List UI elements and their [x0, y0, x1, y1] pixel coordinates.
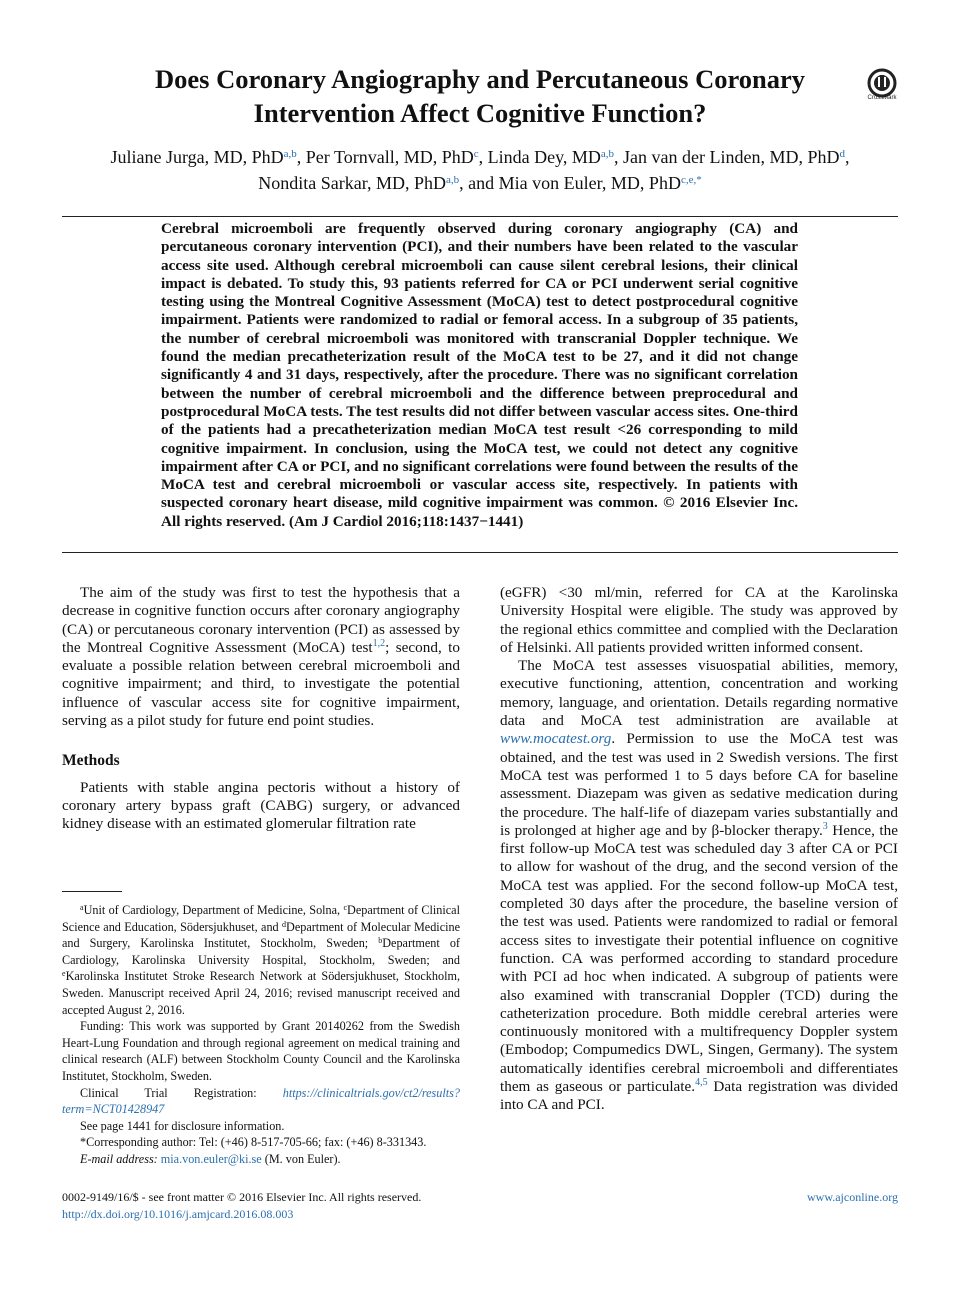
- author-affiliation[interactable]: a,b: [283, 148, 297, 160]
- corresponding-author: *Corresponding author: Tel: (+46) 8-517-705-66; fax: (+46) 8-331343.: [80, 1135, 427, 1150]
- affiliation-text: Karolinska Institutet Stroke Research Network at Södersjukhuset, Stockholm, Sweden. Manuscript received April 24, 2016; revised manuscript received and accepted August 2, 2016.: [62, 969, 460, 1017]
- email-label: E-mail address:: [80, 1151, 161, 1166]
- author-separator: ,: [845, 147, 850, 167]
- crossmark-label: CrossMark: [867, 95, 897, 101]
- right-column: [500, 584, 898, 1115]
- author-affiliation[interactable]: a,b: [600, 148, 615, 160]
- author-affiliation[interactable]: c: [473, 148, 479, 160]
- moca-text-cont: . Permission to use the MoCA test was obtained, and the test was used in 2 Swedish versions. The first MoCA test was performed 1 to 5 days before CA for baseline assessment. Diazepam was given as sedative medication during the procedure. The half-life of diazepam varies substantially and is prolonged at higher age and by β-blocker therapy.: [500, 730, 898, 839]
- email-name: (M. von Euler).: [261, 1151, 341, 1166]
- abstract-top-rule: [62, 216, 898, 217]
- moca-text: The MoCA test assesses visuospatial abilities, memory, executive functioning, attention, concentration and working memory, language, and orientation. Details regarding normative data and MoCA test administration are available at: [500, 657, 898, 730]
- intro-text: The aim of the study was first to test the hypothesis that a decrease in cognitive function occurs after coronary angiography (CA) or percutaneous coronary intervention (PCI) as assessed by the Montreal Cognitive Assessment (MoCA) test: [62, 584, 460, 656]
- left-column: [62, 584, 460, 834]
- author-separator: , and: [459, 173, 499, 193]
- email-link[interactable]: mia.von.euler@ki.se: [160, 1151, 262, 1166]
- methods-heading: Methods: [62, 752, 120, 770]
- mocatest-link[interactable]: www.mocatest.org: [500, 730, 612, 748]
- author: Jan van der Linden, MD, PhD: [623, 147, 840, 167]
- moca-text-end: Data registration was divided into CA and PCI.: [500, 1078, 898, 1114]
- moca-paragraph: [500, 657, 898, 1114]
- affiliation-text: Department of Clinical Science and Education, Södersjukhuset, and: [62, 903, 460, 934]
- author-separator: ,: [614, 147, 624, 167]
- author-separator: ,: [296, 147, 306, 167]
- affiliation-marker: c: [343, 903, 348, 912]
- affiliation-marker: d: [282, 919, 287, 929]
- funding-note: Funding: This work was supported by Grant 20140262 from the Swedish Heart-Lung Foundation and through regional agreement on medical training and clinical research (ALF) between Stockholm County Council and the Karolinska Institutet, Stockholm, Sweden.: [62, 1019, 460, 1083]
- issn-line: 0002-9149/16/$ - see front matter © 2016 Elsevier Inc. All rights reserved.: [62, 1190, 422, 1204]
- affiliation-text: Department of Cardiology, Karolinska University Hospital, Stockholm, Sweden; and: [62, 936, 460, 967]
- eligibility-paragraph: (eGFR) <30 ml/min, referred for CA at the Karolinska University Hospital were eligible. The study was approved by the regional ethics committee and complied with the Declaration of Helsinki. All patients provided written informed consent.: [500, 584, 898, 656]
- footnote-rule: [62, 891, 122, 892]
- trial-label: Clinical Trial Registration:: [80, 1085, 283, 1100]
- methods-paragraph: Patients with stable angina pectoris without a history of coronary artery bypass graft (CABG) surgery, or advanced kidney disease with an estimated glomerular filtration rate: [62, 778, 460, 833]
- affiliation-text: Unit of Cardiology, Department of Medicine, Solna,: [83, 903, 344, 917]
- author: Linda Dey, MD: [487, 147, 601, 167]
- author-affiliation[interactable]: a,b: [446, 174, 460, 186]
- abstract: Cerebral microemboli are frequently observed during coronary angiography (CA) and percutaneous coronary intervention (PCI), and their numbers have been related to the vascular access site used. Although cerebral microemboli can cause silent cerebral lesions, their clinical impact is debated. To study this, 93 patients referred for CA or PCI underwent serial cognitive testing using the Montreal Cognitive Assessment (MoCA) test to detect postprocedural cognitive impairment. Patients were randomized to radial or femoral access. In a subgroup of 35 patients, the number of cerebral microemboli was monitored with transcranial Doppler technique. We found the median precatheterization result of the MoCA test to be 27, and it did not change significantly 4 and 31 days, respectively, after the procedure. There was no significant correlation between the number of cerebral microemboli and the difference between preprocedural and postprocedural MoCA tests. The test results did not differ between vascular access sites. One-third of the patients had a precatheterization median MoCA test result <26 corresponding to mild cognitive impairment. In conclusion, using the MoCA test, we could not detect any cognitive impairment after CA or PCI, and no significant correlations were found between the results of the MoCA test and cerebral microemboli or vascular access site, respectively. In patients with suspected coronary heart disease, mild cognitive impairment was common. © 2016 Elsevier Inc. All rights reserved. (Am J Cardiol 2016;118:1437−1441): [161, 220, 798, 530]
- doi-link[interactable]: http://dx.doi.org/10.1016/j.amjcard.2016.08.003: [62, 1207, 294, 1221]
- footnotes: [62, 902, 460, 1168]
- reference-link[interactable]: 1,2: [372, 637, 386, 649]
- author: Per Tornvall, MD, PhD: [305, 147, 474, 167]
- author-list: [40, 144, 920, 196]
- trial-registration: [62, 1085, 460, 1118]
- trial-link[interactable]: https://clinicaltrials.gov/ct2/results?term=NCT01428947: [62, 1085, 460, 1117]
- abstract-bottom-rule: [62, 552, 898, 553]
- reference-link[interactable]: 4,5: [695, 1077, 708, 1089]
- disclosure-note: See page 1441 for disclosure information.: [80, 1118, 285, 1133]
- page-footer-left: [62, 1189, 522, 1223]
- affiliation-marker: a: [80, 903, 84, 912]
- moca-text-cont: Hence, the first follow-up MoCA test was scheduled day 3 after CA or PCI to allow for washout of the drug, and the second version of the MoCA test was applied. For the second follow-up MoCA test, completed 30 days after the procedure, the baseline version of the test was used. Patients were randomized to radial or femoral access sites to investigate their potential influence on cognitive function. CA was performed according to standard procedure with PCI ad hoc when indicated. A subgroup of patients were also examined with transcranial Doppler (TCD) during the catheterization procedure. Both middle cerebral arteries were continuously monitored with a multifrequency Doppler system (Embodop; Compumedics DWL, Singen, Germany). The system automatically identifies cerebral microemboli and differentiates them as gaseous or particulate.: [500, 821, 898, 1096]
- email-line: [62, 1151, 460, 1168]
- author: Juliane Jurga, MD, PhD: [110, 147, 284, 167]
- author-affiliation[interactable]: d: [839, 148, 846, 160]
- author: Mia von Euler, MD, PhD: [498, 173, 681, 193]
- article-title: Does Coronary Angiography and Percutaneous Coronary Intervention Affect Cognitive Function?: [154, 64, 806, 128]
- affiliations: [62, 902, 460, 1018]
- intro-paragraph: [62, 584, 460, 730]
- author: Nondita Sarkar, MD, PhD: [258, 173, 447, 193]
- author-separator: ,: [478, 147, 488, 167]
- author-affiliation[interactable]: c,e,*: [680, 174, 702, 186]
- affiliation-marker: b: [378, 936, 383, 946]
- reference-link[interactable]: 3: [822, 820, 828, 832]
- affiliation-marker: e: [62, 969, 66, 979]
- journal-website-link[interactable]: www.ajconline.org: [807, 1190, 898, 1204]
- affiliation-text: Department of Molecular Medicine and Surgery, Karolinska Institutet, Stockholm, Sweden;: [62, 919, 460, 951]
- intro-text-cont: ; second, to evaluate a possible relation between cerebral microemboli and cognitive impairment; and third, to investigate the potential influence of vascular access site for cognitive impairment, serving as a pilot study for future end point studies.: [62, 638, 460, 730]
